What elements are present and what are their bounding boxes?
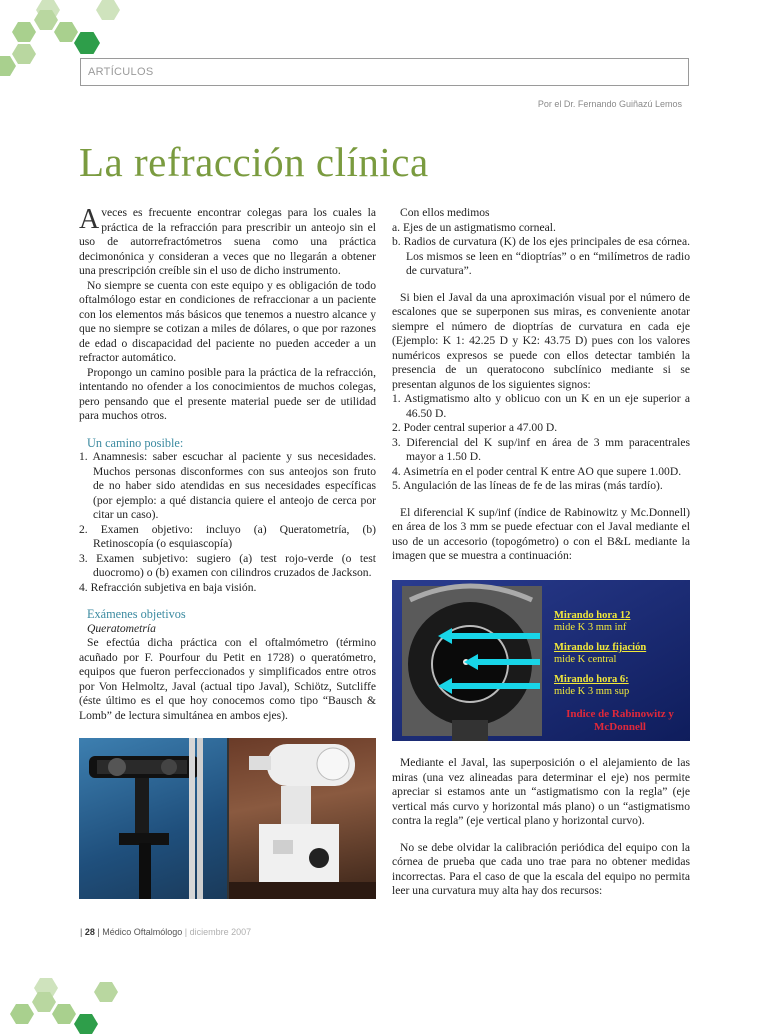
measure-item: a. Ejes de un astigmatismo corneal. bbox=[392, 220, 556, 234]
bausch-lomb-keratometer-image bbox=[229, 738, 376, 899]
section-label: ARTÍCULOS bbox=[88, 66, 154, 78]
javal-keratometer-image bbox=[79, 738, 227, 899]
subheading-queratometria: Queratometría bbox=[87, 621, 156, 635]
step-item: 1. Anamnesis: saber escuchar al paciente y sus necesidades. Muchos personas disconformes con sus anteojos son fruto de no haber sido atendidas en sus necesidades específicas (por ejemplo: a qué distancia quiere el anteojo de cerca por citar un caso). bbox=[79, 450, 376, 521]
intro-paragraph-2: No siempre se cuenta con este equipo y es obligación de todo oftalmólogo estar en condiciones de refraccionar a un paciente con los elementos más básicos que tenemos a nuestro alcance y que no siempre se cotizan a miles de dólares, o que por razones de edad o discapacidad del paciente no pueden acceder a un refractor automático. bbox=[79, 278, 376, 364]
sign-item: 4. Asimetría en el poder central K entre AO que supere 1.00D. bbox=[392, 464, 682, 478]
measure-intro: Con ellos medimos bbox=[400, 206, 490, 219]
heading-camino: Un camino posible: bbox=[87, 435, 184, 450]
right-column-lower bbox=[392, 756, 690, 899]
sign-item: 3. Diferencial del K sup/inf en área de 3 mm paracentrales mayor a 1.50 D. bbox=[392, 435, 690, 463]
author-byline: Por el Dr. Fernando Guiñazú Lemos bbox=[537, 99, 682, 109]
issue-date: diciembre 2007 bbox=[189, 927, 252, 937]
page-footer: | 28 | Médico Oftalmólogo | diciembre 2007 bbox=[80, 927, 252, 937]
section-header-box bbox=[80, 58, 689, 86]
figure-caption: Indice de Rabinowitz y McDonnell bbox=[566, 708, 674, 733]
calibracion-paragraph: No se debe olvidar la calibración periódica del equipo con la córnea de prueba que cada uno trae para no obtener medidas incorrectas. Para el caso de que la escala del equipo no permita leer una curvatura muy alta hay dos recursos: bbox=[392, 840, 690, 897]
right-column-upper bbox=[392, 206, 690, 564]
left-column bbox=[79, 206, 376, 723]
step-item: 3. Examen subjetivo: sugiero (a) test rojo-verde (o test duocromo) o (b) examen con cilindros cruzados de Jackson. bbox=[79, 551, 376, 579]
queratometria-paragraph: Se efectúa dicha práctica con el oftalmómetro (término acuñado por F. Pourfour du Petit en 1728) o queratómetro, equipos que fueron perfeccionados y simplificados entre otros por Von Helmoltz, Javal (actual tipo Javal), Schiötz, Sutcliffe (éste último es el que hoy conocemos como tipo “Bausch & Lomb” de lectura simultánea en ambos ejes). bbox=[79, 636, 376, 722]
heading-examenes: Exámenes objetivos bbox=[87, 607, 186, 621]
rabinowitz-figure bbox=[392, 580, 690, 741]
javal-ejes-paragraph: Mediante el Javal, las superposición o el alejamiento de las miras (una vez alineadas para determinar el eje) nos permite apreciar si estamos ante un “astigmatismo con la regla” (eje vertical más curvo y horizontal más plano) o un “astigmatismo contra la regla” (eje vertical plano y horizontal curvo). bbox=[392, 756, 690, 827]
keratometer-photo bbox=[79, 738, 376, 899]
sign-item: 2. Poder central superior a 47.00 D. bbox=[392, 421, 558, 434]
diferencial-paragraph: El diferencial K sup/inf (índice de Rabinowitz y Mc.Donnell) en área de los 3 mm se puede efectuar con el Javal mediante el uso de un accesorio (topogómetro) o con el B&L mediante la imagen que se muestra a continuación: bbox=[392, 505, 690, 562]
step-item: 2. Examen objetivo: incluyo (a) Queratometría, (b) Retinoscopía (o esquiascopía) bbox=[79, 522, 376, 550]
step-item: 4. Refracción subjetiva en baja visión. bbox=[79, 580, 257, 594]
javal-paragraph: Si bien el Javal da una aproximación visual por el número de escalones que se superponen sus miras, es conveniente anotar siempre el número de dioptrías de curvatura en cada eje (Ejemplo: K 1: 42.25 D y K2: 43.75 D) pues con los valores numéricos expresos se puede con ellos detectar también la presencia de un queratocono subclínico mediante si se presentan algunos de los siguientes signos: bbox=[392, 290, 690, 391]
figure-label-fijacion: Mirando luz fijación mide K central bbox=[554, 642, 647, 665]
magazine-name: Médico Oftalmólogo bbox=[102, 927, 183, 937]
sign-item: 5. Angulación de las líneas de fe de las miras (más tardío). bbox=[392, 479, 663, 492]
sign-item: 1. Astigmatismo alto y oblicuo con un K en un eje superior a 46.50 D. bbox=[392, 392, 690, 420]
figure-label-6: Mirando hora 6: mide K 3 mm sup bbox=[554, 674, 630, 697]
figure-label-12: Mirando hora 12 mide K 3 mm inf bbox=[554, 610, 631, 633]
page-number: 28 bbox=[84, 927, 95, 937]
intro-paragraph-1: Aveces es frecuente encontrar colegas para los cuales la práctica de la refracción para prescribir un anteojo sin el uso de autorrefractómetros suena como una práctica decimonónica y consideran a veces que no llegarán a obtener una prescripción creíble sin el uso de dicho instrumento. bbox=[79, 204, 376, 277]
intro-paragraph-3: Propongo un camino posible para la práctica de la refracción, intentando no ofender a los conocimientos de muchos colegas, pero pensando que el presente material puede ser de utilidad para muchos otros. bbox=[79, 365, 376, 422]
article-title: La refracción clínica bbox=[79, 139, 429, 185]
measure-item: b. Radios de curvatura (K) de los ejes principales de esa córnea. Los mismos se leen en “dioptrías” o en “milímetros de radio de curvatura”. bbox=[392, 235, 690, 277]
drop-cap: A bbox=[79, 204, 100, 235]
